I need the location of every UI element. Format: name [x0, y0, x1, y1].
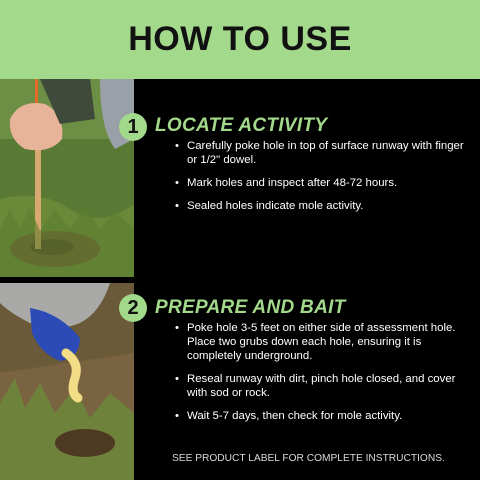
footer-note: SEE PRODUCT LABEL FOR COMPLETE INSTRUCTIONS. [172, 453, 445, 464]
step-1-title: LOCATE ACTIVITY [155, 115, 328, 136]
list-item: • Reseal runway with dirt, pinch hole closed, and cover with sod or rock. [175, 372, 467, 400]
photo-place-grub [0, 283, 134, 480]
step-2-bullet-list [175, 321, 467, 432]
list-item: • Carefully poke hole in top of surface runway with finger or 1/2" dowel. [175, 139, 465, 167]
photo-poke-hole [0, 79, 134, 277]
list-item: • Sealed holes indicate mole activity. [175, 199, 465, 213]
list-item: • Wait 5-7 days, then check for mole activity. [175, 409, 467, 423]
step-1-bullet-list [175, 139, 465, 222]
step-1-badge: 1 [119, 113, 147, 141]
step-2-badge: 2 [119, 294, 147, 322]
step-2-title: PREPARE AND BAIT [155, 297, 346, 318]
list-item: • Mark holes and inspect after 48-72 hours. [175, 176, 465, 190]
page-title: HOW TO USE [128, 20, 352, 58]
list-item: • Poke hole 3-5 feet on either side of assessment hole. Place two grubs down each hole, ensuring it is completely underground. [175, 321, 467, 363]
header-banner [0, 0, 480, 79]
